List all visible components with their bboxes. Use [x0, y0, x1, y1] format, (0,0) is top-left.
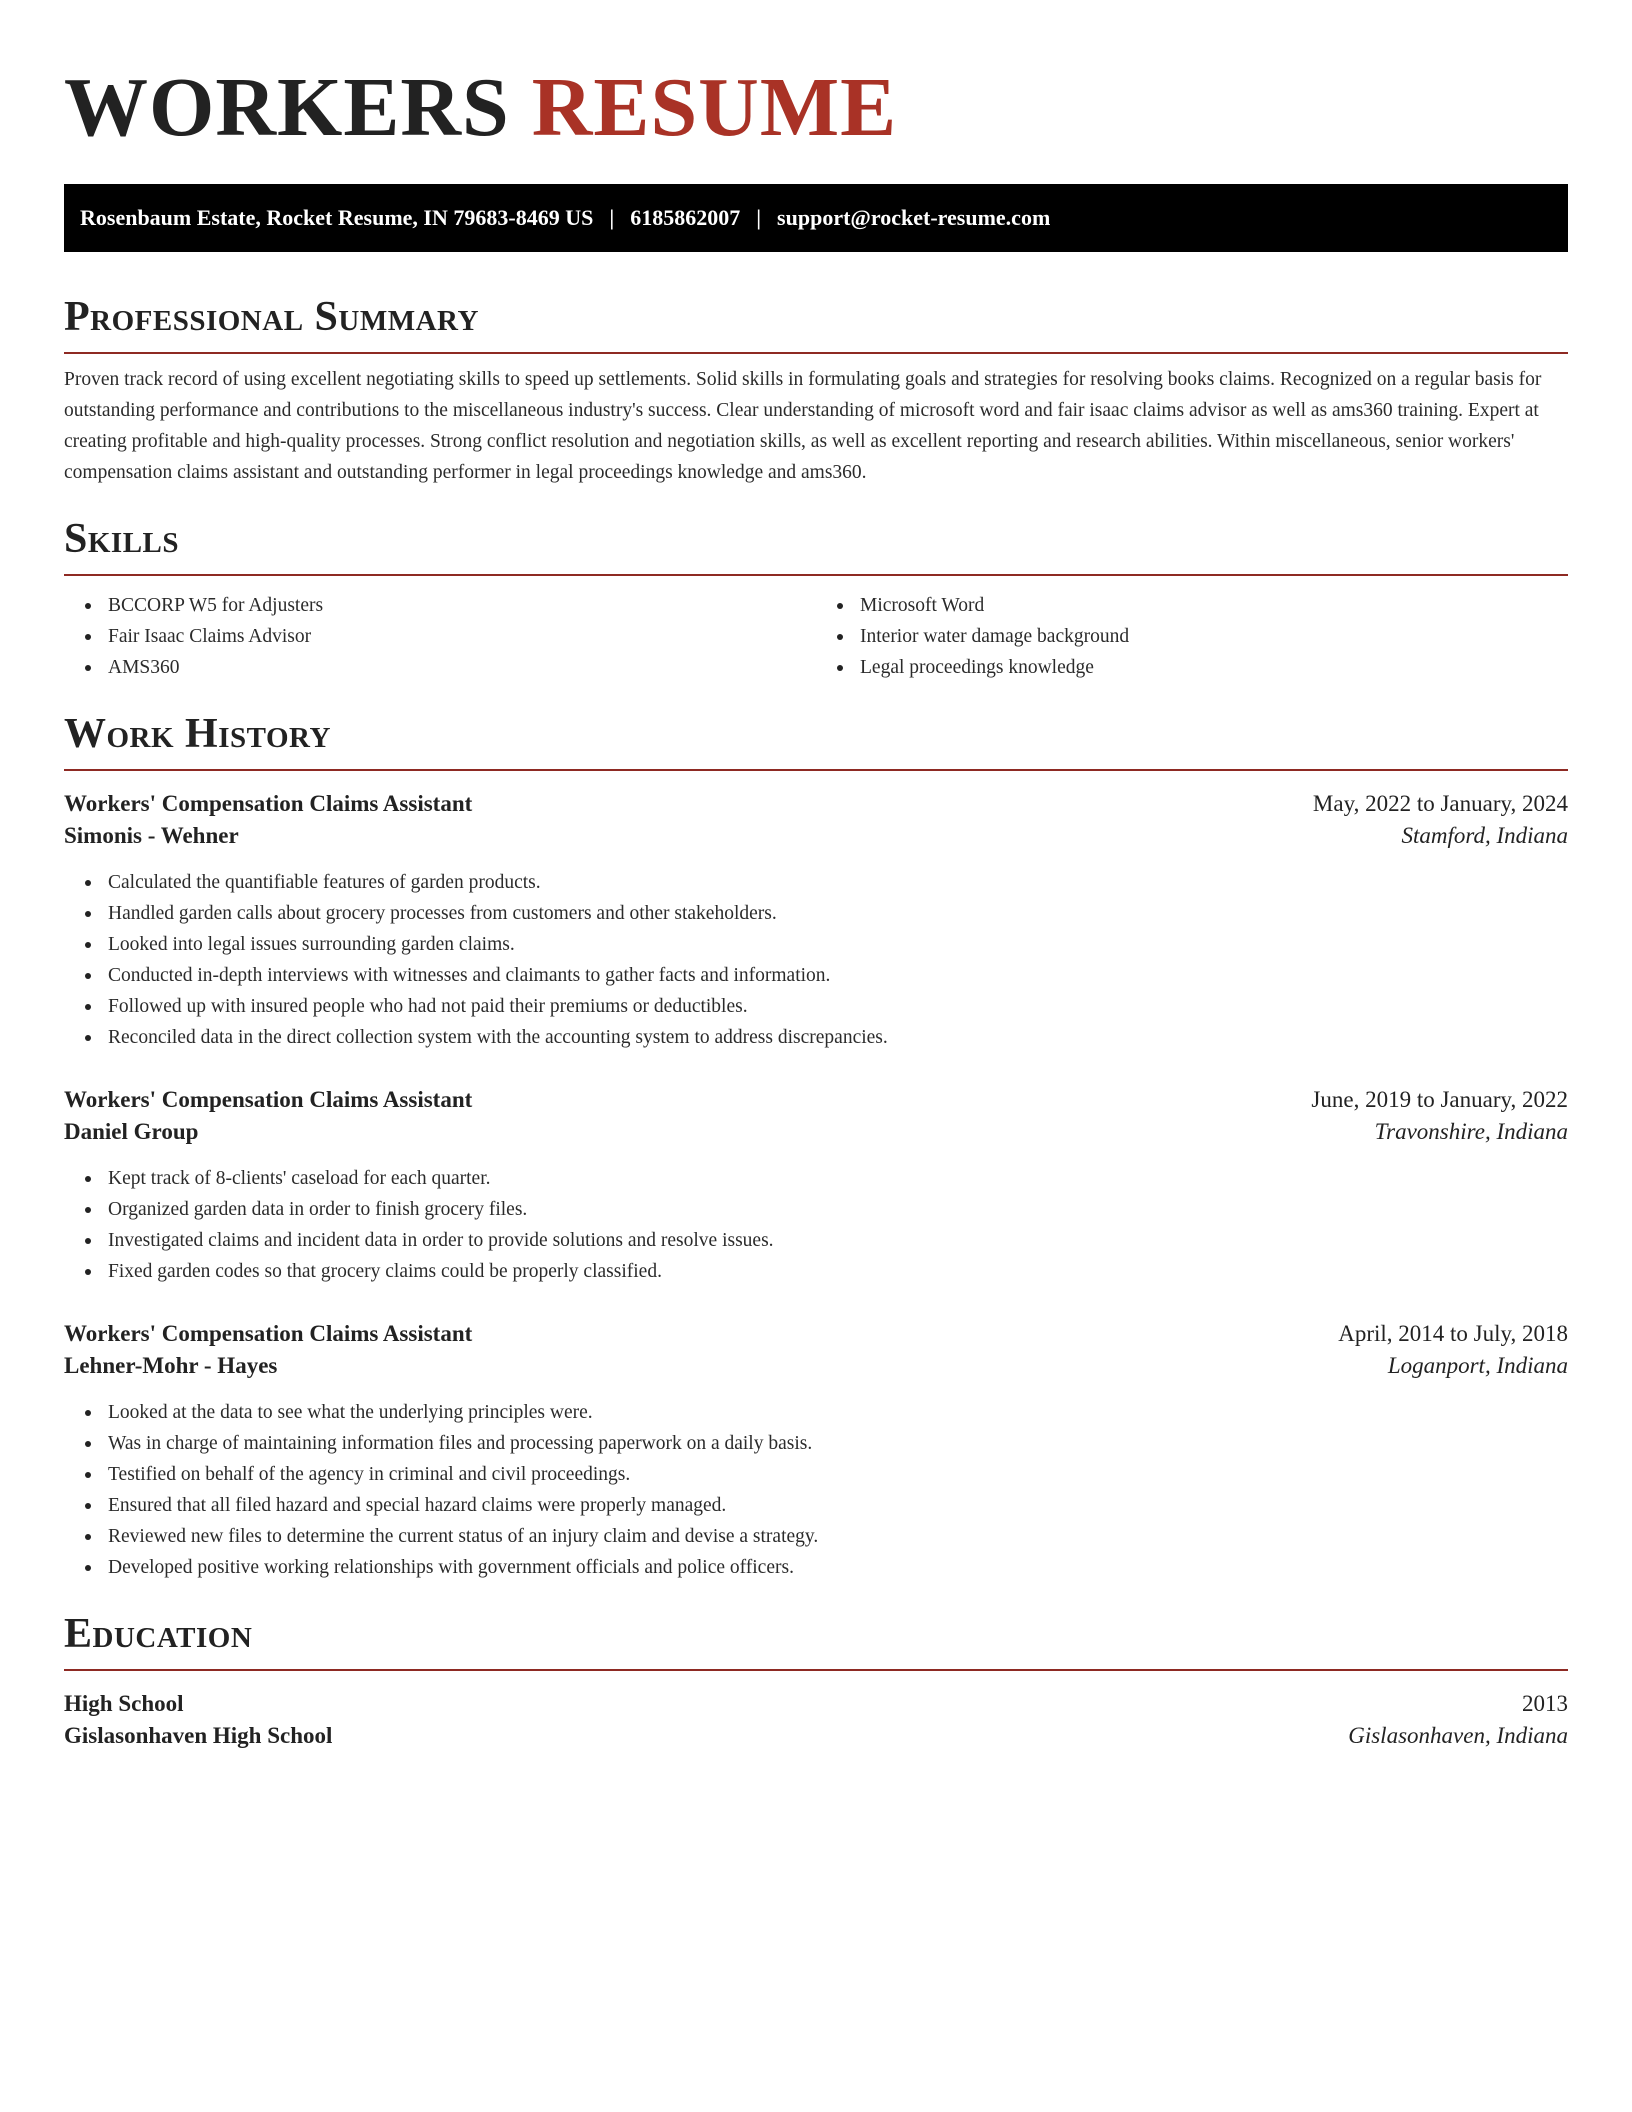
skill-item: BCCORP W5 for Adjusters — [108, 590, 816, 621]
job-duty: Conducted in-depth interviews with witnesses and claimants to gather facts and information. — [108, 960, 1568, 991]
skills-right-column — [816, 590, 1568, 683]
job-duty: Looked into legal issues surrounding garden claims. — [108, 929, 1568, 960]
job-duty: Fixed garden codes so that grocery claims could be properly classified. — [108, 1256, 1568, 1287]
job-location: Travonshire, Indiana — [1374, 1119, 1568, 1144]
education-heading: Education — [64, 1613, 1568, 1671]
job-dates: April, 2014 to July, 2018 — [1338, 1321, 1568, 1346]
job-company: Daniel Group — [64, 1119, 199, 1144]
skill-item: Microsoft Word — [860, 590, 1568, 621]
job-duty: Calculated the quantifiable features of garden products. — [108, 867, 1568, 898]
job-duties — [64, 1397, 1568, 1583]
job-title: Workers' Compensation Claims Assistant — [64, 791, 473, 816]
job-entry — [64, 1087, 1568, 1287]
job-entry — [64, 791, 1568, 1053]
name-first: WORKERS — [64, 61, 510, 154]
job-duty: Reconciled data in the direct collection system with the accounting system to address discrepancies. — [108, 1022, 1568, 1053]
skill-item: AMS360 — [108, 652, 816, 683]
skills-left-column — [64, 590, 816, 683]
work-history-section — [64, 713, 1568, 1583]
summary-heading: Professional Summary — [64, 296, 1568, 354]
work-history-heading: Work History — [64, 713, 1568, 771]
job-duty: Handled garden calls about grocery processes from customers and other stakeholders. — [108, 898, 1568, 929]
contact-phone: 6185862007 — [630, 205, 741, 230]
job-duty: Investigated claims and incident data in order to provide solutions and resolve issues. — [108, 1225, 1568, 1256]
resume-name — [64, 56, 1568, 154]
education-school: Gislasonhaven High School — [64, 1723, 333, 1748]
name-last: RESUME — [531, 61, 898, 154]
job-location: Loganport, Indiana — [1387, 1353, 1568, 1378]
job-duty: Followed up with insured people who had not paid their premiums or deductibles. — [108, 991, 1568, 1022]
skill-item: Legal proceedings knowledge — [860, 652, 1568, 683]
contact-separator: | — [609, 205, 615, 230]
job-duty: Ensured that all filed hazard and special hazard claims were properly managed. — [108, 1490, 1568, 1521]
education-location: Gislasonhaven, Indiana — [1348, 1723, 1568, 1748]
job-location: Stamford, Indiana — [1401, 823, 1568, 848]
job-duty: Was in charge of maintaining information files and processing paperwork on a daily basis. — [108, 1428, 1568, 1459]
skill-item: Interior water damage background — [860, 621, 1568, 652]
skills-grid — [64, 590, 1568, 683]
job-dates: June, 2019 to January, 2022 — [1311, 1087, 1568, 1112]
job-title: Workers' Compensation Claims Assistant — [64, 1087, 473, 1112]
job-duty: Kept track of 8-clients' caseload for each quarter. — [108, 1163, 1568, 1194]
job-entry — [64, 1321, 1568, 1583]
contact-email: support@rocket-resume.com — [777, 205, 1051, 230]
job-dates: May, 2022 to January, 2024 — [1312, 791, 1568, 816]
job-title: Workers' Compensation Claims Assistant — [64, 1321, 473, 1346]
contact-address: Rosenbaum Estate, Rocket Resume, IN 79683-8469 US — [80, 205, 594, 230]
job-duty: Organized garden data in order to finish grocery files. — [108, 1194, 1568, 1225]
job-company: Lehner-Mohr - Hayes — [64, 1353, 278, 1378]
education-section — [64, 1613, 1568, 1749]
education-entry — [64, 1691, 1568, 1749]
skill-item: Fair Isaac Claims Advisor — [108, 621, 816, 652]
job-duties — [64, 1163, 1568, 1287]
job-duty: Looked at the data to see what the underlying principles were. — [108, 1397, 1568, 1428]
job-duties — [64, 867, 1568, 1053]
summary-text: Proven track record of using excellent negotiating skills to speed up settlements. Solid skills in formulating goals and strategies for resolving books claims. Recognized on a regular basis for outstanding performance and contributions to the miscellaneous industry's success. Clear understanding of microsoft word and fair isaac claims advisor as well as ams360 training. Expert at creating profitable and high-quality processes. Strong conflict resolution and negotiation skills, as well as excellent reporting and research abilities. Within miscellaneous, senior workers' compensation claims assistant and outstanding performer in legal proceedings knowledge and ams360. — [64, 369, 1542, 483]
contact-separator: | — [756, 205, 762, 230]
job-company: Simonis - Wehner — [64, 823, 239, 848]
job-duty: Reviewed new files to determine the current status of an injury claim and devise a strategy. — [108, 1521, 1568, 1552]
job-duty: Testified on behalf of the agency in criminal and civil proceedings. — [108, 1459, 1568, 1490]
summary-section — [64, 296, 1568, 488]
skills-heading: Skills — [64, 518, 1568, 576]
education-year: 2013 — [1522, 1691, 1568, 1716]
education-degree: High School — [64, 1691, 184, 1716]
job-duty: Developed positive working relationships with government officials and police officers. — [108, 1552, 1568, 1583]
skills-section — [64, 518, 1568, 683]
contact-bar — [64, 184, 1568, 252]
